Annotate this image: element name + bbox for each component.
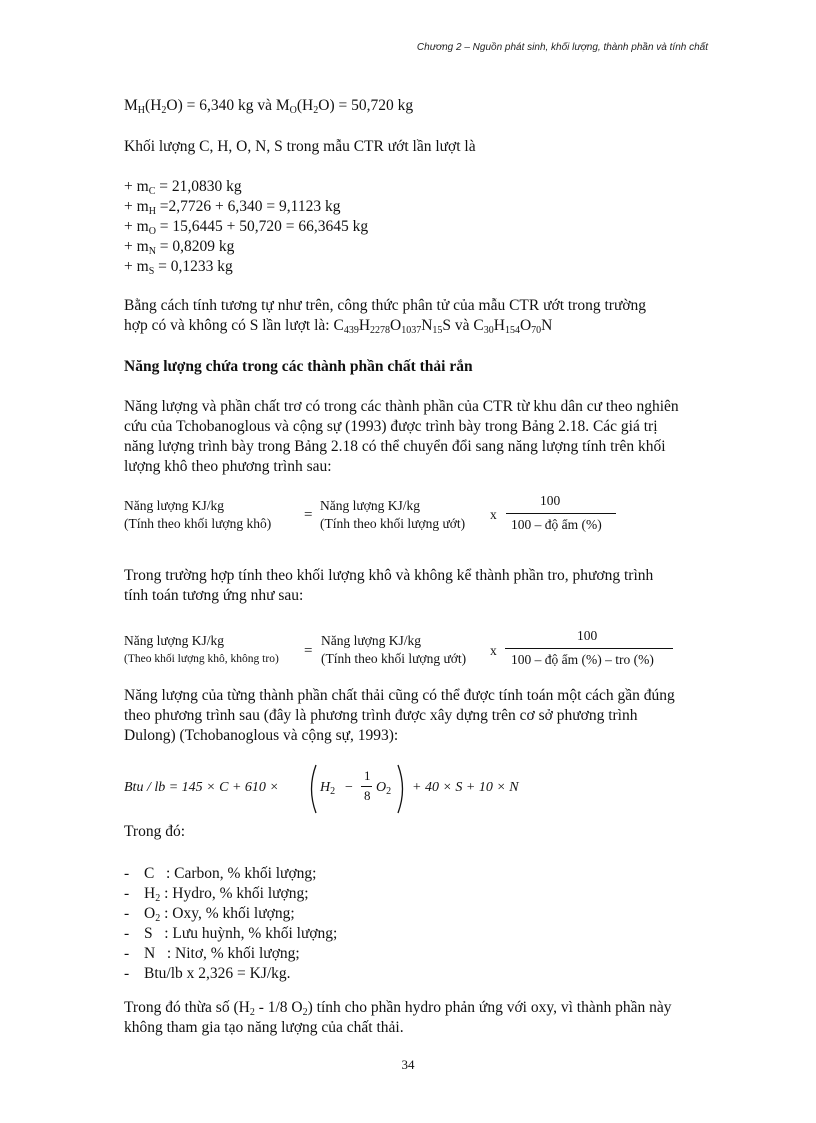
eq2-left-label: Năng lượng KJ/kg [124,633,224,648]
legend-item-nitrogen: - N : Nitơ, % khối lượng; [124,945,300,962]
variable-legend [124,864,337,984]
eq2-mid-basis: (Tính theo khối lượng ướt) [321,651,467,666]
eq2-denominator: 100 – độ ẩm (%) – tro (%) [511,652,654,667]
paragraph-ash-free: Trong trường hợp tính theo khối lượng khô và không kể thành phần tro, phương trình tính toán tương ứng như sau: [124,567,654,604]
dulong-lhs: Btu / lb = 145 × C + 610 × [124,780,279,795]
legend-item-carbon: - C : Carbon, % khối lượng; [124,865,317,882]
legend-item-sulfur: - S : Lưu huỳnh, % khối lượng; [124,925,338,942]
dulong-frac-bar [361,786,372,787]
masses-intro: Khối lượng C, H, O, N, S trong mẫu CTR ướt lần lượt là [124,138,476,155]
mass-item-h: + $m_H =2,7726 + 6,340 = 9,1123$ kg [124,198,341,217]
water-mass-line: $M_H(H_2O) = 6,340$ kg và $M_O(H_2O) = 50,720$ kg [124,97,414,116]
eq1-times: x [490,507,497,522]
eq1-left-basis: (Tính theo khối lượng khô) [124,516,272,531]
dulong-o: $O_2$ [376,780,392,797]
eq1-mid-basis: (Tính theo khối lượng ướt) [320,516,466,531]
eq2-left-basis: (Theo khối lượng khô, không tro) [124,653,279,665]
dulong-frac-den: 8 [364,788,371,803]
eq1-fraction-bar [506,513,616,514]
running-header: Chương 2 – Nguồn phát sinh, khối lượng, thành phần và tính chất [416,42,708,53]
legend-item-conversion: - Btu/lb x 2,326 = KJ/kg. [124,965,291,982]
legend-item-oxy: - $O_2$ : Oxy, % khối lượng; [124,905,295,924]
eq1-mid-label: Năng lượng KJ/kg [320,498,420,513]
eq2-fraction-bar [505,648,673,649]
dulong-minus: − [345,780,353,795]
mass-item-o: + $m_O = 15,6445 + 50,720 = 66,3645$ kg [124,218,369,237]
dulong-rhs: + 40 × S + 10 × N [412,780,519,795]
eq2-numerator: 100 [577,628,598,643]
dulong-h: $H_2$ [320,780,336,797]
eq1-equals: = [304,507,313,523]
right-paren [396,763,408,815]
legend-item-hydro: - $H_2$ : Hydro, % khối lượng; [124,885,309,904]
eq1-denominator: 100 – độ ẩm (%) [511,517,602,532]
left-paren [306,763,318,815]
mass-item-n: + $m_N = 0,8209$ kg [124,238,235,257]
molecular-formula-paragraph: Bằng cách tính tương tự như trên, công thức phân tử của mẫu CTR ướt trong trường hợp có và không có S lần lượt là: $C_{439}H_{2278}O_{1037}N_{15}S$ và $C_{30}H_{154}O_{70}N$ [124,297,647,336]
paragraph-energy-table: Năng lượng và phần chất trơ có trong các thành phần của CTR từ khu dân cư theo nghiên cứu của Tchobanoglous và cộng sự (1993) được trình bày trong Bảng 2.18. Các giá trị năng lượng trình bày trong Bảng 2.18 có thể chuyển đổi sang năng lượng tính trên khối lượng khô theo phương trình sau: [124,398,679,475]
element-masses-list [124,177,368,277]
page-number: 34 [401,1057,415,1072]
section-heading: Năng lượng chứa trong các thành phần chất thải rắn [124,358,473,375]
mass-item-c: + $m_C = 21,0830$ kg [124,178,242,197]
paragraph-dulong: Năng lượng của từng thành phần chất thải cũng có thể được tính toán một cách gần đúng theo phương trình sau (đây là phương trình được xây dựng trên cơ sở phương trình Dulong) (Tchobanoglous và cộng sự, 1993): [124,687,675,744]
eq2-equals: = [304,643,313,659]
mass-item-s: + $m_S = 0,1233$ kg [124,258,233,277]
eq1-numerator: 100 [540,493,561,508]
eq1-left-label: Năng lượng KJ/kg [124,498,224,513]
eq2-mid-label: Năng lượng KJ/kg [321,633,421,648]
closing-paragraph: Trong đó thừa số ($H_2 - 1/8$ $O_2$) tính cho phần hydro phản ứng với oxy, vì thành phần này không tham gia tạo năng lượng của chất thải. [124,999,672,1036]
dulong-frac-num: 1 [364,768,371,783]
where-label: Trong đó: [124,823,186,840]
eq2-times: x [490,643,497,658]
